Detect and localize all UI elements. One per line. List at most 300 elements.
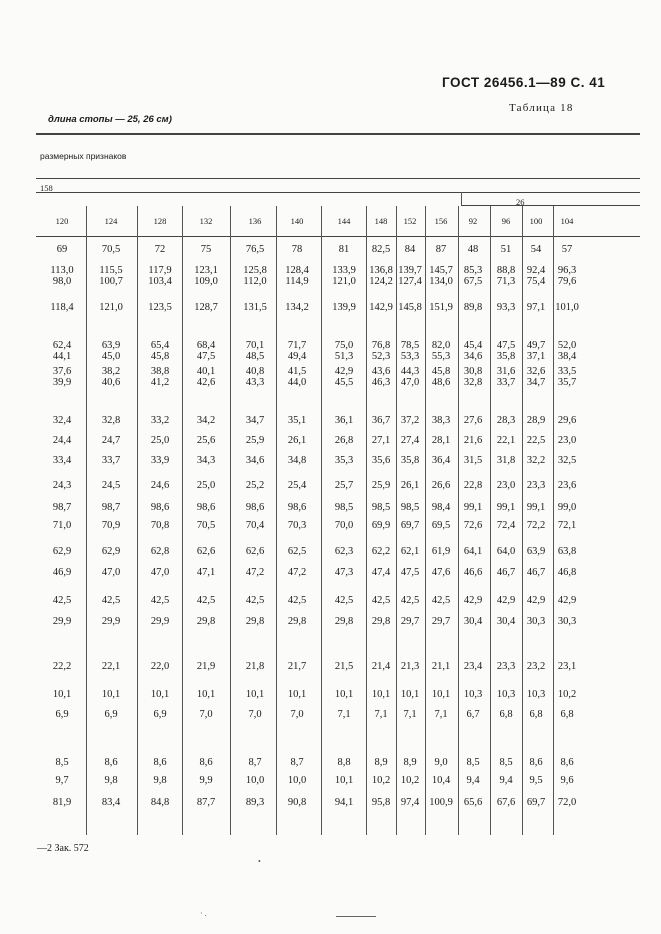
table-cell: 62,2 [371, 546, 391, 557]
table-cell: 42,9 [557, 595, 577, 606]
table-cell: 62,3 [334, 546, 354, 557]
table-cell: 47,5 [496, 340, 516, 351]
column-header: 140 [290, 216, 304, 226]
size-label: 158 [40, 183, 53, 193]
table-cell: 63,9 [526, 546, 546, 557]
table-cell: 95,8 [371, 797, 391, 808]
table-cell: 117,9 [148, 265, 172, 276]
table-cell: 10,1 [196, 689, 216, 700]
table-cell: 45,8 [431, 366, 451, 377]
table-cell: 10,1 [101, 689, 121, 700]
table-cell: 72 [154, 244, 166, 255]
table-cell: 6,8 [499, 709, 513, 720]
table-cell: 84 [404, 244, 416, 255]
rule-features [36, 178, 640, 179]
table-cell: 98,6 [245, 502, 265, 513]
column-divider [490, 206, 491, 835]
table-cell: 27,6 [463, 415, 483, 426]
table-cell: 101,0 [555, 302, 579, 313]
table-cell: 103,4 [148, 276, 172, 287]
table-cell: 114,9 [285, 276, 309, 287]
table-cell: 24,6 [150, 480, 170, 491]
table-cell: 64,0 [496, 546, 516, 557]
table-cell: 49,7 [526, 340, 546, 351]
table-cell: 45,8 [150, 351, 170, 362]
table-cell: 34,7 [245, 415, 265, 426]
table-cell: 62,8 [150, 546, 170, 557]
table-cell: 24,4 [52, 435, 72, 446]
table-cell: 62,6 [245, 546, 265, 557]
table-cell: 47,4 [371, 567, 391, 578]
table-cell: 8,7 [290, 757, 304, 768]
column-divider [276, 206, 277, 835]
table-cell: 78,5 [400, 340, 420, 351]
table-cell: 39,9 [52, 377, 72, 388]
table-cell: 112,0 [243, 276, 267, 287]
table-cell: 42,5 [400, 595, 420, 606]
table-cell: 22,5 [526, 435, 546, 446]
table-cell: 8,6 [199, 757, 213, 768]
table-cell: 42,5 [245, 595, 265, 606]
table-cell: 43,6 [371, 366, 391, 377]
column-header: 148 [374, 216, 388, 226]
table-cell: 10,0 [245, 775, 265, 786]
table-cell: 52,3 [371, 351, 391, 362]
table-cell: 72,2 [526, 520, 546, 531]
table-cell: 42,5 [52, 595, 72, 606]
table-cell: 30,4 [496, 616, 516, 627]
table-cell: 82,5 [371, 244, 391, 255]
table-cell: 70,3 [287, 520, 307, 531]
table-cell: 6,9 [104, 709, 118, 720]
table-cell: 25,0 [150, 435, 170, 446]
table-cell: 113,0 [50, 265, 74, 276]
table-cell: 128,4 [285, 265, 309, 276]
table-cell: 8,9 [403, 757, 417, 768]
table-cell: 36,1 [334, 415, 354, 426]
table-cell: 10,1 [431, 689, 451, 700]
column-divider [182, 206, 183, 835]
table-cell: 99,0 [557, 502, 577, 513]
table-cell: 47,6 [431, 567, 451, 578]
features-label: размерных признаков [40, 151, 127, 161]
table-cell: 94,1 [334, 797, 354, 808]
table-cell: 7,0 [290, 709, 304, 720]
table-cell: 83,4 [101, 797, 121, 808]
table-cell: 32,5 [557, 455, 577, 466]
table-cell: 6,7 [466, 709, 480, 720]
table-cell: 41,5 [287, 366, 307, 377]
column-header: 104 [560, 216, 574, 226]
table-cell: 48,5 [245, 351, 265, 362]
table-cell: 29,9 [150, 616, 170, 627]
table-cell: 21,7 [287, 661, 307, 672]
table-cell: 70,0 [334, 520, 354, 531]
table-cell: 46,3 [371, 377, 391, 388]
table-cell: 34,6 [463, 351, 483, 362]
table-cell: 34,8 [287, 455, 307, 466]
table-cell: 62,1 [400, 546, 420, 557]
table-cell: 51 [500, 244, 512, 255]
table-cell: 42,5 [196, 595, 216, 606]
table-cell: 29,8 [334, 616, 354, 627]
table-cell: 99,1 [463, 502, 483, 513]
table-cell: 134,2 [285, 302, 309, 313]
table-cell: 65,4 [150, 340, 170, 351]
table-cell: 23,1 [557, 661, 577, 672]
table-cell: 46,7 [496, 567, 516, 578]
table-cell: 38,2 [101, 366, 121, 377]
table-cell: 42,5 [371, 595, 391, 606]
column-divider [553, 206, 554, 835]
column-header: 152 [403, 216, 417, 226]
table-cell: 98,5 [371, 502, 391, 513]
table-cell: 7,1 [403, 709, 417, 720]
table-cell: 123,1 [194, 265, 218, 276]
column-header: 96 [501, 216, 511, 226]
table-cell: 27,1 [371, 435, 391, 446]
table-cell: 37,1 [526, 351, 546, 362]
table-cell: 7,0 [248, 709, 262, 720]
table-cell: 24,5 [101, 480, 121, 491]
column-divider [396, 206, 397, 835]
table-cell: 10,2 [400, 775, 420, 786]
table-cell: 6,9 [153, 709, 167, 720]
table-cell: 48,6 [431, 377, 451, 388]
table-cell: 70,1 [245, 340, 265, 351]
table-cell: 42,5 [150, 595, 170, 606]
table-cell: 21,4 [371, 661, 391, 672]
table-cell: 131,5 [243, 302, 267, 313]
table-cell: 98,5 [334, 502, 354, 513]
table-cell: 99,1 [496, 502, 516, 513]
table-cell: 25,9 [245, 435, 265, 446]
table-cell: 65,6 [463, 797, 483, 808]
table-cell: 10,1 [334, 775, 354, 786]
table-cell: 98,7 [101, 502, 121, 513]
table-cell: 53,3 [400, 351, 420, 362]
table-cell: 31,6 [496, 366, 516, 377]
table-cell: 42,9 [496, 595, 516, 606]
table-cell: 64,1 [463, 546, 483, 557]
table-cell: 42,5 [334, 595, 354, 606]
table-cell: 133,9 [332, 265, 356, 276]
table-cell: 21,1 [431, 661, 451, 672]
table-cell: 63,9 [101, 340, 121, 351]
table-cell: 75,0 [334, 340, 354, 351]
table-cell: 21,6 [463, 435, 483, 446]
table-cell: 24,7 [101, 435, 121, 446]
table-cell: 34,2 [196, 415, 216, 426]
table-cell: 29,8 [196, 616, 216, 627]
table-cell: 45,0 [101, 351, 121, 362]
table-cell: 69,5 [431, 520, 451, 531]
column-divider [522, 206, 523, 835]
table-cell: 45,4 [463, 340, 483, 351]
table-cell: 10,2 [557, 689, 577, 700]
table-cell: 30,3 [526, 616, 546, 627]
table-cell: 47,2 [245, 567, 265, 578]
table-cell: 45,5 [334, 377, 354, 388]
table-cell: 98,6 [150, 502, 170, 513]
table-cell: 25,6 [196, 435, 216, 446]
footer-note: —2 Зак. 572 [37, 843, 89, 854]
table-cell: 69 [56, 244, 68, 255]
table-cell: 57 [561, 244, 573, 255]
table-cell: 125,8 [243, 265, 267, 276]
table-cell: 134,0 [429, 276, 453, 287]
table-cell: 29,9 [52, 616, 72, 627]
column-header: 156 [434, 216, 448, 226]
rule-header-bottom [36, 236, 640, 237]
table-cell: 85,3 [463, 265, 483, 276]
table-cell: 25,4 [287, 480, 307, 491]
group-divider [461, 192, 462, 206]
table-cell: 70,8 [150, 520, 170, 531]
table-cell: 47,0 [400, 377, 420, 388]
table-cell: 98,7 [52, 502, 72, 513]
table-cell: 47,0 [101, 567, 121, 578]
table-cell: 121,0 [332, 276, 356, 287]
column-header: 124 [104, 216, 118, 226]
table-cell: 32,2 [526, 455, 546, 466]
table-cell: 22,8 [463, 480, 483, 491]
table-cell: 47,2 [287, 567, 307, 578]
table-cell: 23,3 [496, 661, 516, 672]
table-cell: 47,5 [400, 567, 420, 578]
table-cell: 29,7 [400, 616, 420, 627]
table-cell: 8,5 [55, 757, 69, 768]
table-cell: 76,5 [245, 244, 265, 255]
table-cell: 9,5 [529, 775, 543, 786]
table-cell: 23,2 [526, 661, 546, 672]
table-cell: 9,8 [153, 775, 167, 786]
column-header: 92 [468, 216, 478, 226]
table-cell: 100,9 [429, 797, 453, 808]
table-cell: 27,4 [400, 435, 420, 446]
table-cell: 54 [530, 244, 542, 255]
table-cell: 7,1 [337, 709, 351, 720]
table-cell: 96,3 [557, 265, 577, 276]
group-label: 26 [516, 197, 525, 207]
table-cell: 33,4 [52, 455, 72, 466]
column-divider [366, 206, 367, 835]
table-cell: 47,1 [196, 567, 216, 578]
table-cell: 10,1 [245, 689, 265, 700]
table-cell: 46,6 [463, 567, 483, 578]
table-cell: 62,9 [52, 546, 72, 557]
table-cell: 93,3 [496, 302, 516, 313]
table-cell: 62,6 [196, 546, 216, 557]
table-cell: 25,2 [245, 480, 265, 491]
column-header: 100 [529, 216, 543, 226]
table-cell: 33,5 [557, 366, 577, 377]
column-divider [230, 206, 231, 835]
table-cell: 8,9 [374, 757, 388, 768]
table-cell: 35,8 [400, 455, 420, 466]
table-cell: 26,1 [287, 435, 307, 446]
table-cell: 139,9 [332, 302, 356, 313]
table-cell: 46,7 [526, 567, 546, 578]
table-cell: 70,5 [101, 244, 121, 255]
table-cell: 30,8 [463, 366, 483, 377]
table-cell: 9,4 [499, 775, 513, 786]
table-cell: 88,8 [496, 265, 516, 276]
table-cell: 23,0 [557, 435, 577, 446]
table-cell: 30,4 [463, 616, 483, 627]
table-cell: 28,9 [526, 415, 546, 426]
table-cell: 10,1 [52, 689, 72, 700]
table-cell: 98,0 [52, 276, 72, 287]
table-cell: 35,7 [557, 377, 577, 388]
table-cell: 69,7 [400, 520, 420, 531]
table-cell: 70,9 [101, 520, 121, 531]
table-cell: 7,0 [199, 709, 213, 720]
table-cell: 75,4 [526, 276, 546, 287]
table-cell: 8,5 [499, 757, 513, 768]
table-cell: 43,3 [245, 377, 265, 388]
rule-size [36, 192, 640, 193]
table-cell: 63,8 [557, 546, 577, 557]
table-cell: 62,5 [287, 546, 307, 557]
table-cell: 97,4 [400, 797, 420, 808]
table-cell: 28,1 [431, 435, 451, 446]
rule-top [36, 133, 640, 135]
column-header: 136 [248, 216, 262, 226]
table-cell: 29,6 [557, 415, 577, 426]
table-cell: 36,7 [371, 415, 391, 426]
table-cell: 76,8 [371, 340, 391, 351]
table-cell: 70,5 [196, 520, 216, 531]
column-header: 128 [153, 216, 167, 226]
table-cell: 37,2 [400, 415, 420, 426]
table-cell: 23,6 [557, 480, 577, 491]
table-cell: 67,6 [496, 797, 516, 808]
column-divider [458, 206, 459, 835]
table-cell: 21,9 [196, 661, 216, 672]
table-cell: 48 [467, 244, 479, 255]
table-cell: 44,3 [400, 366, 420, 377]
table-cell: 35,1 [287, 415, 307, 426]
table-cell: 128,7 [194, 302, 218, 313]
table-cell: 38,3 [431, 415, 451, 426]
table-cell: 29,8 [287, 616, 307, 627]
table-cell: 49,4 [287, 351, 307, 362]
table-cell: 70,4 [245, 520, 265, 531]
table-cell: 34,6 [245, 455, 265, 466]
table-cell: 82,0 [431, 340, 451, 351]
table-cell: 98,5 [400, 502, 420, 513]
table-cell: 46,9 [52, 567, 72, 578]
table-cell: 10,1 [150, 689, 170, 700]
table-cell: 87,7 [196, 797, 216, 808]
table-cell: 8,6 [529, 757, 543, 768]
table-cell: 35,8 [496, 351, 516, 362]
table-cell: 21,5 [334, 661, 354, 672]
table-cell: 47,0 [150, 567, 170, 578]
table-cell: 33,7 [496, 377, 516, 388]
table-cell: 118,4 [50, 302, 74, 313]
table-cell: 25,9 [371, 480, 391, 491]
table-cell: 10,0 [287, 775, 307, 786]
table-cell: 98,6 [287, 502, 307, 513]
table-cell: 7,1 [434, 709, 448, 720]
table-cell: 44,0 [287, 377, 307, 388]
table-cell: 40,6 [101, 377, 121, 388]
table-cell: 8,6 [104, 757, 118, 768]
table-cell: 6,9 [55, 709, 69, 720]
table-cell: 46,8 [557, 567, 577, 578]
table-cell: 90,8 [287, 797, 307, 808]
table-cell: 151,9 [429, 302, 453, 313]
table-cell: 55,3 [431, 351, 451, 362]
table-cell: 99,1 [526, 502, 546, 513]
table-cell: 26,1 [400, 480, 420, 491]
table-cell: 62,9 [101, 546, 121, 557]
table-cell: 25,0 [196, 480, 216, 491]
column-header: 132 [199, 216, 213, 226]
table-cell: 10,3 [463, 689, 483, 700]
table-cell: 35,6 [371, 455, 391, 466]
table-cell: 26,6 [431, 480, 451, 491]
table-cell: 68,4 [196, 340, 216, 351]
table-cell: 42,6 [196, 377, 216, 388]
table-cell: 61,9 [431, 546, 451, 557]
table-cell: 42,5 [101, 595, 121, 606]
table-cell: 8,5 [466, 757, 480, 768]
rule-group [462, 205, 640, 206]
table-cell: 75 [200, 244, 212, 255]
table-cell: 26,8 [334, 435, 354, 446]
table-cell: 136,8 [369, 265, 393, 276]
table-cell: 22,2 [52, 661, 72, 672]
table-cell: 47,3 [334, 567, 354, 578]
table-cell: 9,0 [434, 757, 448, 768]
column-divider [86, 206, 87, 835]
table-cell: 109,0 [194, 276, 218, 287]
table-cell: 9,6 [560, 775, 574, 786]
table-cell: 127,4 [398, 276, 422, 287]
table-cell: 47,5 [196, 351, 216, 362]
table-cell: 145,7 [429, 265, 453, 276]
table-label: Таблица 18 [509, 102, 574, 114]
table-cell: 98,4 [431, 502, 451, 513]
table-cell: 71,3 [496, 276, 516, 287]
table-cell: 72,6 [463, 520, 483, 531]
table-cell: 115,5 [99, 265, 123, 276]
table-cell: 32,8 [101, 415, 121, 426]
table-cell: 33,7 [101, 455, 121, 466]
table-cell: 72,4 [496, 520, 516, 531]
table-cell: 69,9 [371, 520, 391, 531]
table-cell: 79,6 [557, 276, 577, 287]
table-cell: 10,1 [400, 689, 420, 700]
table-cell: 7,1 [374, 709, 388, 720]
scan-rule [336, 916, 376, 917]
table-cell: 22,1 [496, 435, 516, 446]
table-cell: 10,3 [496, 689, 516, 700]
table-cell: 78 [291, 244, 303, 255]
table-cell: 98,6 [196, 502, 216, 513]
table-cell: 142,9 [369, 302, 393, 313]
table-cell: 8,7 [248, 757, 262, 768]
table-cell: 100,7 [99, 276, 123, 287]
table-cell: 123,5 [148, 302, 172, 313]
table-cell: 21,3 [400, 661, 420, 672]
table-cell: 89,3 [245, 797, 265, 808]
table-cell: 28,3 [496, 415, 516, 426]
table-cell: 121,0 [99, 302, 123, 313]
